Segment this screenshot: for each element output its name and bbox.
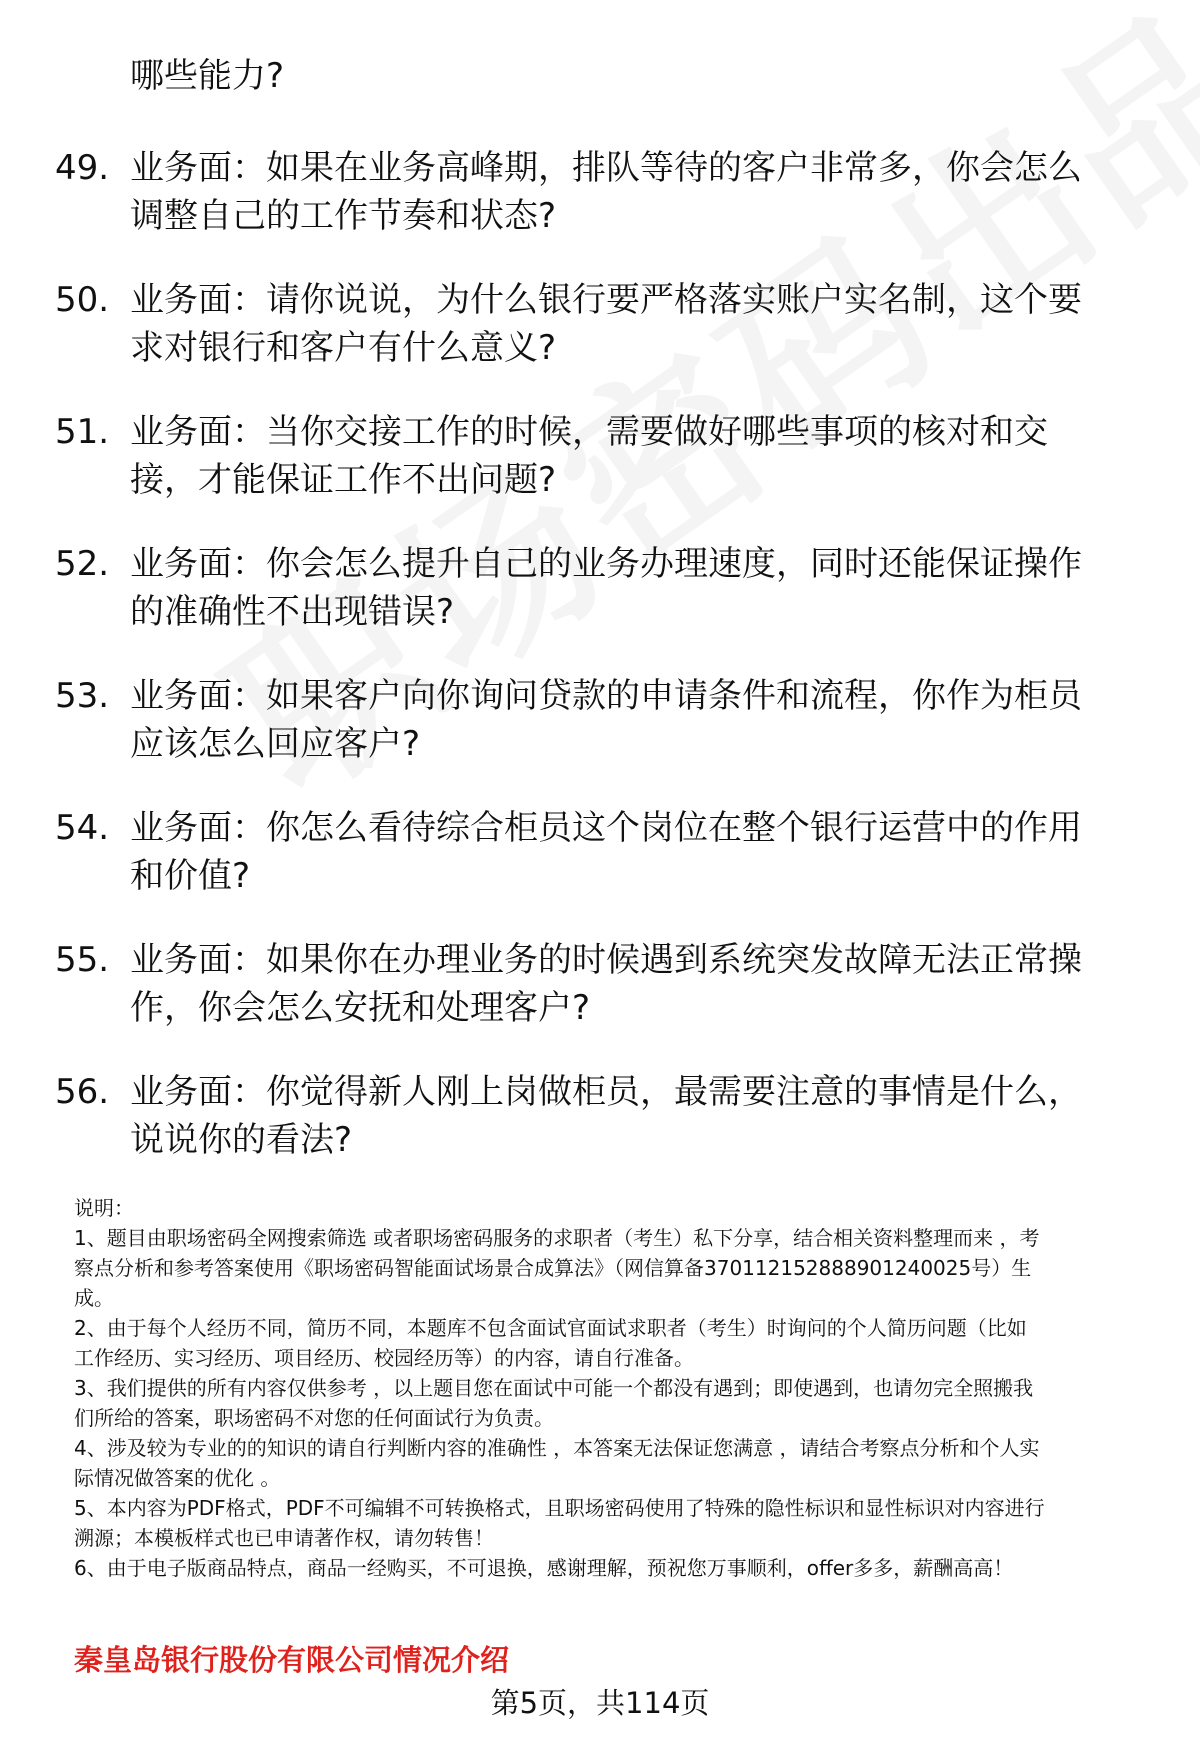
question-53-number: 53. [55, 676, 110, 716]
question-49-number: 49. [55, 148, 110, 188]
question-54-line-1: 业务面：你怎么看待综合柜员这个岗位在整个银行运营中的作用 [130, 808, 1082, 848]
question-49-line-2: 调整自己的工作节奏和状态? [130, 196, 557, 236]
notes-heading: 说明： [74, 1196, 134, 1220]
question-55-line-1: 业务面：如果你在办理业务的时候遇到系统突发故障无法正常操 [130, 940, 1082, 980]
question-50-line-1: 业务面：请你说说，为什么银行要严格落实账户实名制，这个要 [130, 280, 1082, 320]
note-line: 工作经历、实习经历、项目经历、校园经历等）的内容，请自行准备。 [74, 1346, 694, 1370]
note-line: 2、由于每个人经历不同，简历不同，本题库不包含面试官面试求职者（考生）时询问的个人简历问题（比如 [74, 1316, 1027, 1340]
question-55-line-2: 作，你会怎么安抚和处理客户? [130, 988, 591, 1028]
question-51-number: 51. [55, 412, 110, 452]
question-51-line-2: 接，才能保证工作不出问题? [130, 460, 557, 500]
note-line: 1、题目由职场密码全网搜索筛选 或者职场密码服务的求职者（考生）私下分享，结合相关资料整理而来 ，考 [74, 1226, 1040, 1250]
question-56-line-2: 说说你的看法? [130, 1120, 353, 1160]
question-52-line-1: 业务面：你会怎么提升自己的业务办理速度，同时还能保证操作 [130, 544, 1082, 584]
note-line: 成。 [74, 1286, 114, 1310]
page-number: 第5页，共114页 [490, 1686, 710, 1720]
question-52-line-2: 的准确性不出现错误? [130, 592, 455, 632]
question-50-line-2: 求对银行和客户有什么意义? [130, 328, 557, 368]
question-49-line-1: 业务面：如果在业务高峰期，排队等待的客户非常多，你会怎么 [130, 148, 1082, 188]
note-line: 察点分析和参考答案使用《职场密码智能面试场景合成算法》（网信算备370112152888901240025号）生 [74, 1256, 1032, 1280]
question-52-number: 52. [55, 544, 110, 584]
note-line: 4、涉及较为专业的的知识的请自行判断内容的准确性 ，本答案无法保证您满意 ，请结合考察点分析和个人实 [74, 1436, 1040, 1460]
note-line: 溯源；本模板样式也已申请著作权，请勿转售！ [74, 1526, 494, 1550]
question-55-number: 55. [55, 940, 110, 980]
question-48-line-2: 哪些能力? [130, 56, 285, 96]
notes-section [74, 1193, 1164, 1583]
question-54-number: 54. [55, 808, 110, 848]
note-line: 5、本内容为PDF格式，PDF不可编辑不可转换格式，且职场密码使用了特殊的隐性标识和显性标识对内容进行 [74, 1496, 1045, 1520]
company-intro-link[interactable]: 秦皇岛银行股份有限公司情况介绍 [74, 1643, 510, 1677]
note-line: 6、由于电子版商品特点，商品一经购买，不可退换，感谢理解，预祝您万事顺利，offer多多，薪酬高高！ [74, 1556, 1014, 1580]
question-50-number: 50. [55, 280, 110, 320]
question-53-line-1: 业务面：如果客户向你询问贷款的申请条件和流程，你作为柜员 [130, 676, 1082, 716]
note-line: 3、我们提供的所有内容仅供参考 ，以上题目您在面试中可能一个都没有遇到；即使遇到，也请勿完全照搬我 [74, 1376, 1034, 1400]
question-56-line-1: 业务面：你觉得新人刚上岗做柜员，最需要注意的事情是什么， [130, 1072, 1082, 1112]
question-56-number: 56. [55, 1072, 110, 1112]
note-line: 际情况做答案的优化 。 [74, 1466, 281, 1490]
question-51-line-1: 业务面：当你交接工作的时候，需要做好哪些事项的核对和交 [130, 412, 1048, 452]
note-line: 们所给的答案，职场密码不对您的任何面试行为负责。 [74, 1406, 554, 1430]
question-54-line-2: 和价值? [130, 856, 251, 896]
question-53-line-2: 应该怎么回应客户? [130, 724, 421, 764]
